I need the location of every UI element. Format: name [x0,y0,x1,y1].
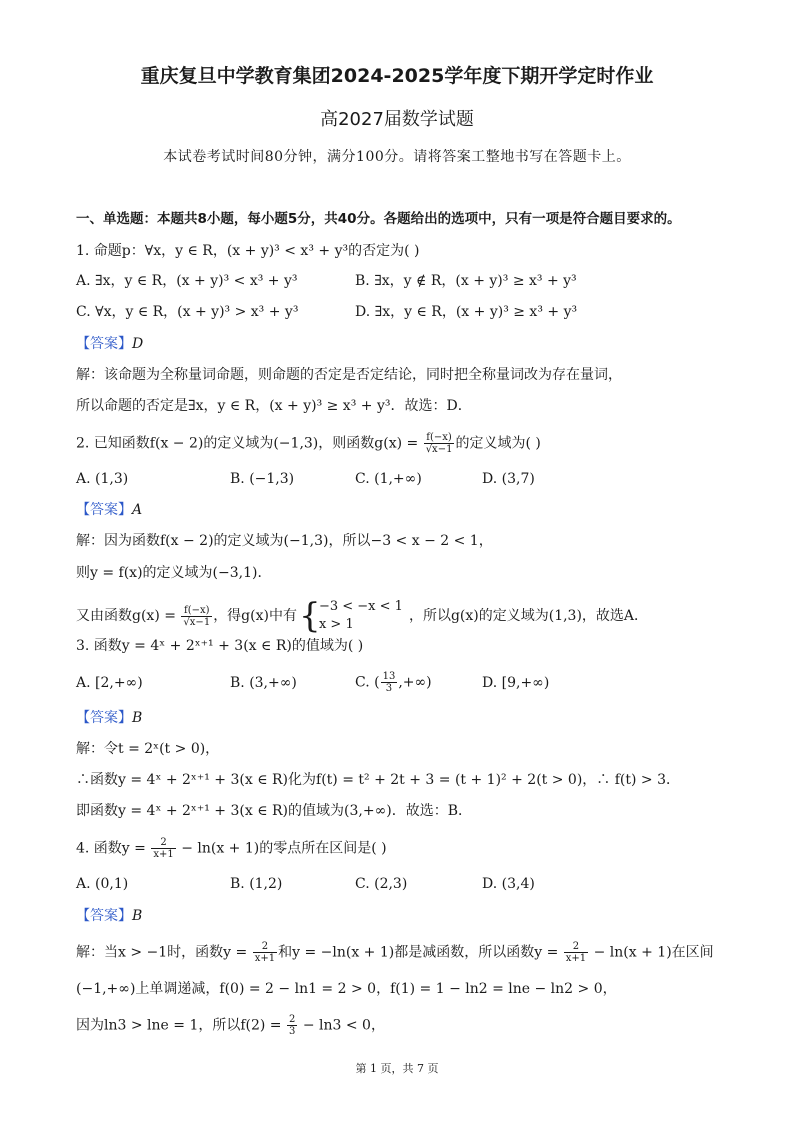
q2-solution-line-2: 则y = f(x)的定义域为(−3,1)． [76,565,272,581]
q3-option-a: A. [2,+∞) [76,675,143,691]
q4-sol-fraction-1-numerator: 2 [261,941,269,952]
q1-option-b: B. ∃x，y ∉ R，(x + y)³ ≥ x³ + y³ [355,273,577,289]
q4-option-b: B. (1,2) [230,876,283,892]
page-footer: 第 1 页，共 7 页 [355,1062,439,1075]
q3-solution-line-3: 即函数y = 4ˣ + 2ˣ⁺¹ + 3(x ∈ R)的值域为(3,+∞)．故选：B． [76,803,472,819]
q3-solution-line-1: 解：令t = 2ˣ(t > 0)， [76,741,220,757]
q4-option-a: A. (0,1) [76,876,129,892]
q4-sol-fraction-2 [564,941,588,964]
q2-stem-part-a: 2. 已知函数f(x − 2)的定义域为(−1,3)，则函数g(x) = [76,435,419,452]
q3-stem: 3. 函数y = 4ˣ + 2ˣ⁺¹ + 3(x ∈ R)的值域为( ) [76,638,364,654]
q4-fraction-numerator: 2 [160,837,167,848]
q4-sol-fraction-1 [253,941,277,964]
q4-sol-fraction-3 [287,1014,297,1037]
page-title: 重庆复旦中学教育集团2024-2025学年度下期开学定时作业 [140,65,654,87]
section-heading: 一、单选题：本题共8小题，每小题5分，共40分。各题给出的选项中，只有一项是符合题目要求的。 [76,211,681,227]
exam-info: 本试卷考试时间80分钟，满分100分。请将答案工整地书写在答题卡上。 [163,149,631,165]
q4-sol1-part-c: − ln(x + 1)在区间 [593,944,714,961]
q1-solution-line-2: 所以命题的否定是∃x，y ∈ R，(x + y)³ ≥ x³ + y³．故选：D． [76,398,472,414]
q1-solution-line-1: 解：该命题为全称量词命题，则命题的否定是否定结论，同时把全称量词改为存在量词， [76,367,622,383]
q1-option-a: A. ∃x，y ∈ R，(x + y)³ < x³ + y³ [76,273,298,289]
q4-sol-fraction-1-denominator: x+1 [254,953,276,964]
q4-answer-value: B [132,908,143,924]
system-row-2: x > 1 [318,617,354,632]
answer-label: 【答案】 [76,710,132,726]
answer-label: 【答案】 [76,336,132,352]
inequality-system [299,598,403,634]
q4-solution-line-1 [76,941,714,964]
q4-answer [76,906,142,926]
q3-option-c [355,671,432,694]
q4-sol-fraction-3-denominator: 3 [289,1026,296,1037]
q4-fraction [151,837,175,860]
q4-sol-fraction-3-numerator: 2 [289,1014,296,1025]
q4-sol3-part-a: 因为ln3 > lne = 1，所以f(2) = [76,1017,282,1034]
q2-fraction-numerator: f(−x) [426,432,452,443]
q2-answer [76,500,142,520]
answer-label: 【答案】 [76,908,132,924]
q2-option-c: C. (1,+∞) [355,471,422,487]
q4-option-c: C. (2,3) [355,876,408,892]
q2-fraction-denominator: √x−1 [425,444,453,455]
q3-option-c-part-b: ,+∞) [398,674,432,691]
q4-sol-fraction-2-numerator: 2 [572,941,580,952]
q3-answer [76,708,142,728]
q2-answer-value: A [132,502,143,518]
q4-stem-part-a: 4. 函数y = [76,840,146,857]
q3-option-c-part-a: C. ( [355,674,380,691]
q2-sol3-part-c: ，所以g(x)的定义域为(1,3)，故选A． [408,608,649,624]
q4-solution-line-2: (−1,+∞)上单调递减，f(0) = 2 − ln1 = 2 > 0，f(1) = 1 − ln2 = lne − ln2 > 0， [76,981,617,997]
q4-sol-fraction-2-denominator: x+1 [565,953,587,964]
answer-label: 【答案】 [76,502,132,518]
q2-sol-fraction [181,605,212,628]
q4-stem [76,837,387,860]
q3-option-c-numerator: 13 [382,671,396,682]
q2-sol3-part-a: 又由函数g(x) = [76,608,176,624]
q1-option-d: D. ∃x，y ∈ R，(x + y)³ ≥ x³ + y³ [355,304,578,320]
q2-stem-part-b: 的定义域为( ) [455,435,541,452]
system-row-1: −3 < −x < 1 [318,599,403,614]
q3-option-b: B. (3,+∞) [230,675,297,691]
q2-stem [76,432,541,455]
q3-solution-line-2: ∴函数y = 4ˣ + 2ˣ⁺¹ + 3(x ∈ R)化为f(t) = t² + 2t + 3 = (t + 1)² + 2(t > 0)，∴ f(t) > 3． [76,772,680,788]
brace-glyph: { [298,596,321,636]
q3-option-c-denominator: 3 [381,682,398,694]
q2-solution-line-3 [76,598,648,634]
q2-option-a: A. (1,3) [76,471,129,487]
q2-solution-line-1: 解：因为函数f(x − 2)的定义域为(−1,3)，所以−3 < x − 2 < 1， [76,533,493,549]
q2-fraction [424,432,455,455]
q3-option-c-fraction [381,671,398,694]
q2-option-d: D. (3,7) [482,471,535,487]
q1-answer-value: D [132,336,144,352]
q2-sol-fraction-denominator: √x−1 [183,616,211,628]
q4-option-d: D. (3,4) [482,876,535,892]
q3-answer-value: B [132,710,143,726]
q4-sol1-part-a: 解：当x > −1时，函数y = [76,944,248,961]
q1-answer [76,334,143,354]
q4-stem-part-b: − ln(x + 1)的零点所在区间是( ) [181,840,387,857]
q2-option-b: B. (−1,3) [230,471,295,487]
q2-sol-fraction-numerator: f(−x) [184,604,210,616]
q2-sol3-part-b: ，得g(x)中有 [213,608,297,624]
q4-fraction-denominator: x+1 [153,849,174,860]
q4-sol1-part-b: 和y = −ln(x + 1)都是减函数，所以函数y = [278,944,559,961]
q3-option-d: D. [9,+∞) [482,675,550,691]
q4-solution-line-3 [76,1014,385,1037]
q1-stem: 1. 命题p：∀x，y ∈ R，(x + y)³ < x³ + y³的否定为( ) [76,243,420,259]
q1-option-c: C. ∀x，y ∈ R，(x + y)³ > x³ + y³ [76,304,299,320]
q4-sol3-part-b: − ln3 < 0， [302,1017,385,1034]
page-subtitle: 高2027届数学试题 [320,109,474,130]
